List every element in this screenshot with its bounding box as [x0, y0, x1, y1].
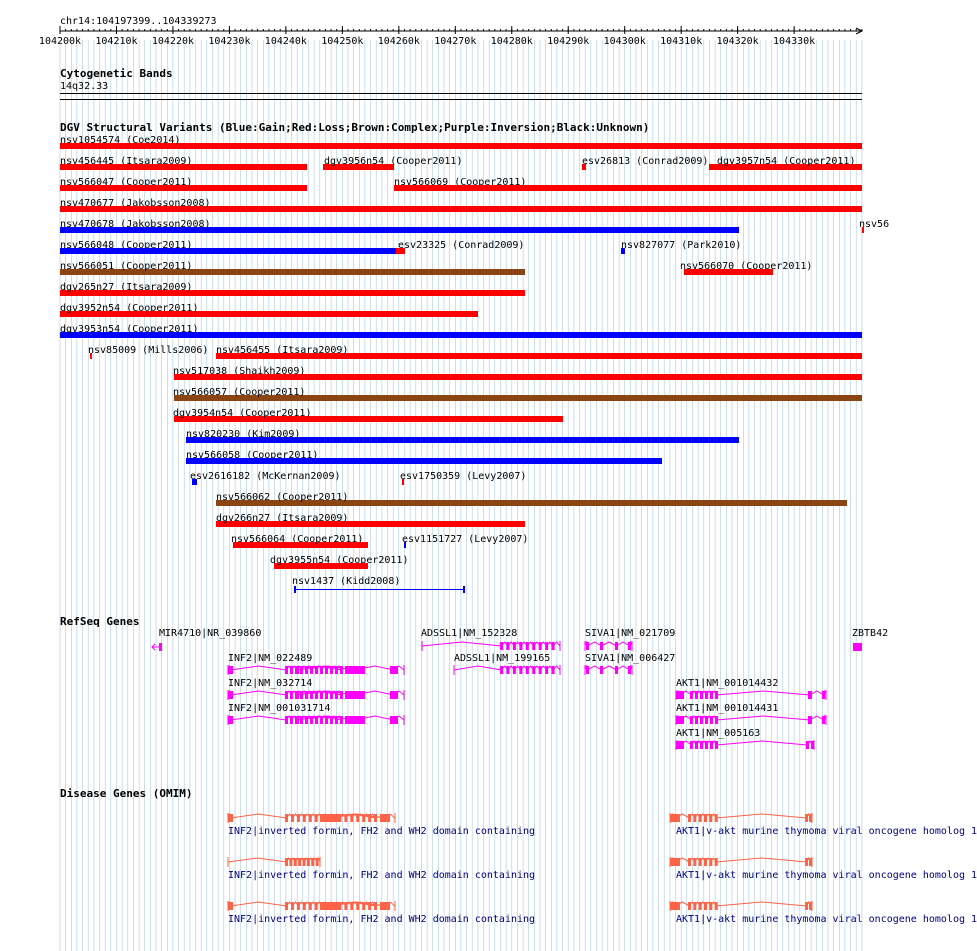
gene-exon [311, 858, 314, 866]
gene-exon [805, 858, 808, 866]
variant-label[interactable]: nsv566048 (Cooper2011) [60, 240, 193, 251]
gene-intron [670, 814, 812, 818]
variant-label[interactable]: nsv1437 (Kidd2008) [292, 576, 401, 587]
variant-label[interactable]: nsv566057 (Cooper2011) [173, 387, 306, 398]
gene-label[interactable]: ADSSL1|NM_152328 [421, 628, 518, 639]
variant-label[interactable]: esv26813 (Conrad2009) [582, 156, 709, 167]
gene-exon [297, 902, 300, 910]
variant-label[interactable]: dgv266n27 (Itsara2009) [216, 513, 349, 524]
gene-exon [709, 814, 712, 822]
gene-exon [699, 814, 702, 822]
gene-exon [285, 814, 288, 822]
variant-label[interactable]: esv1750359 (Levy2007) [400, 471, 527, 482]
gene-intron [228, 858, 320, 862]
variant-label[interactable]: nsv566064 (Cooper2011) [231, 534, 364, 545]
gene-exon [291, 814, 294, 822]
tick-label: 104200k [38, 36, 82, 47]
gene-exon [374, 902, 377, 910]
tick-label: 104240k [264, 36, 307, 47]
gene-exon [688, 814, 691, 822]
variant-label[interactable]: nsv470677 (Jakobsson2008) [60, 198, 211, 209]
gene-exon [356, 902, 359, 910]
variant-label[interactable]: nsv820230 (Kim2009) [186, 429, 301, 440]
gene-label[interactable]: MIR4710|NR_039860 [159, 628, 262, 639]
gene-label[interactable]: SIVA1|NM_006427 [585, 653, 676, 664]
gene-exon [704, 858, 707, 866]
omim-label[interactable]: INF2|inverted formin, FH2 and WH2 domain containing [228, 914, 536, 925]
gene-exon [356, 814, 359, 822]
variant-label[interactable]: esv23325 (Conrad2009) [398, 240, 525, 251]
gene-exon [316, 858, 319, 866]
gene-exon [704, 814, 707, 822]
gene-exon [688, 902, 691, 910]
omim-label[interactable]: AKT1|v-akt murine thymoma viral oncogene homolog 1 [676, 826, 977, 837]
gene-exon [368, 814, 371, 822]
gene-exon [228, 814, 233, 822]
gene-exon [715, 814, 718, 822]
gene-exon [368, 902, 371, 910]
gene-exon [291, 902, 294, 910]
gene-label[interactable]: AKT1|NM_005163 [676, 728, 761, 739]
gene-exon [380, 902, 390, 910]
gene-exon [709, 902, 712, 910]
gene-exon [309, 902, 312, 910]
variant-label[interactable]: nsv566058 (Cooper2011) [186, 450, 319, 461]
gene-exon [688, 858, 691, 866]
gene-exon [699, 858, 702, 866]
omim-AKT1 [670, 813, 812, 823]
gene-intron [670, 902, 812, 906]
dgv-track-title: DGV Structural Variants (Blue:Gain;Red:Loss;Brown:Complex;Purple:Inversion;Black:Unknown) [60, 121, 650, 134]
tick-label: 104270k [434, 36, 477, 47]
variant-label[interactable]: nsv85009 (Mills2006) [88, 345, 209, 356]
gene-exon [350, 902, 353, 910]
gene-intron [670, 858, 812, 862]
tick-label: 104220k [151, 36, 195, 47]
gene-exon [362, 814, 365, 822]
variant-label[interactable]: dgv3955n54 (Cooper2011) [270, 555, 409, 566]
tick-label: 104260k [377, 36, 420, 47]
omim-AKT1 [670, 901, 812, 911]
gene-exon [670, 902, 680, 910]
variant-label[interactable]: nsv517038 (Shaikh2009) [173, 366, 306, 377]
omim-INF2 [228, 901, 395, 911]
omim-track-title: Disease Genes (OMIM) [60, 787, 193, 800]
variant-label[interactable]: nsv566062 (Cooper2011) [216, 492, 349, 503]
gene-label[interactable]: INF2|NM_001031714 [228, 703, 331, 714]
gene-exon [344, 902, 347, 910]
variant-label[interactable]: dgv265n27 (Itsara2009) [60, 282, 193, 293]
omim-INF2 [228, 857, 320, 867]
tick-label: 104250k [321, 36, 364, 47]
gene-exon [374, 814, 377, 822]
omim-AKT1 [670, 857, 812, 867]
gene-label[interactable]: AKT1|NM_001014432 [676, 678, 779, 689]
tick-label: 104290k [547, 36, 590, 47]
variant-label[interactable]: dgv3954n54 (Cooper2011) [173, 408, 312, 419]
omim-label[interactable]: INF2|inverted formin, FH2 and WH2 domain containing [228, 870, 536, 881]
tick-label: 104300k [603, 36, 646, 47]
gene-exon [307, 858, 310, 866]
gene-exon [285, 858, 288, 866]
gene-exon [693, 858, 696, 866]
variant-label[interactable]: nsv566069 (Cooper2011) [394, 177, 527, 188]
gene-exon [709, 858, 712, 866]
gene-exon [303, 814, 306, 822]
gene-exon [309, 814, 312, 822]
gene-exon [380, 814, 390, 822]
tick-label: 104230k [208, 36, 251, 47]
gene-exon [805, 814, 808, 822]
variant-label[interactable]: nsv470678 (Jakobsson2008) [60, 219, 211, 230]
gene-exon [320, 902, 340, 910]
gene-exon [693, 814, 696, 822]
gene-exon [715, 858, 718, 866]
tick-label: 104330k [773, 36, 816, 47]
gene-exon [320, 814, 340, 822]
gene-exon [670, 814, 680, 822]
gene-label[interactable]: ADSSL1|NM_199165 [454, 653, 551, 664]
variant-label[interactable]: nsv456445 (Itsara2009) [60, 156, 193, 167]
variant-label[interactable]: nsv827077 (Park2010) [621, 240, 742, 251]
gene-exon [303, 902, 306, 910]
gene-exon [297, 814, 300, 822]
tick-label: 104280k [490, 36, 533, 47]
gene-exon [298, 858, 301, 866]
gene-label[interactable]: INF2|NM_032714 [228, 678, 313, 689]
location-label: chr14:104197399..104339273 [60, 16, 217, 27]
omim-INF2 [228, 813, 395, 823]
variant-label[interactable]: nsv566070 (Cooper2011) [680, 261, 813, 272]
variant-label[interactable]: nsv456455 (Itsara2009) [216, 345, 349, 356]
variant-label[interactable]: nsv1054574 (Coe2014) [60, 135, 181, 146]
gene-exon [285, 902, 288, 910]
gene-label[interactable]: INF2|NM_022489 [228, 653, 313, 664]
gene-exon [699, 902, 702, 910]
gene-exon [350, 814, 353, 822]
gene-exon [670, 858, 680, 866]
cytoband-label[interactable]: 14q32.33 [60, 81, 109, 92]
gene-exon [704, 902, 707, 910]
variant-label[interactable]: dgv3952n54 (Cooper2011) [60, 303, 199, 314]
cytoband-track-title: Cytogenetic Bands [60, 67, 173, 80]
variant-label[interactable]: dgv3956n54 (Cooper2011) [324, 156, 463, 167]
omim-label[interactable]: AKT1|v-akt murine thymoma viral oncogene homolog 1 [676, 914, 977, 925]
gene-exon [228, 902, 233, 910]
gene-label[interactable]: SIVA1|NM_021709 [585, 628, 676, 639]
variant-label[interactable]: nsv566051 (Cooper2011) [60, 261, 193, 272]
variant-label[interactable]: nsv56 [859, 219, 890, 230]
variant-label[interactable]: esv1151727 (Levy2007) [402, 534, 529, 545]
gene-exon [289, 858, 292, 866]
tick-label: 104320k [716, 36, 759, 47]
gene-exon [715, 902, 718, 910]
gene-exon [805, 902, 808, 910]
gene-exon [344, 814, 347, 822]
variant-label[interactable]: dgv3953n54 (Cooper2011) [60, 324, 199, 335]
variant-label[interactable]: esv2616182 (McKernan2009) [190, 471, 341, 482]
gene-exon [315, 814, 318, 822]
variant-label[interactable]: nsv566047 (Cooper2011) [60, 177, 193, 188]
omim-label[interactable]: AKT1|v-akt murine thymoma viral oncogene homolog 1 [676, 870, 977, 881]
tick-label: 104210k [95, 36, 138, 47]
tick-label: 104310k [660, 36, 703, 47]
omim-label[interactable]: INF2|inverted formin, FH2 and WH2 domain containing [228, 826, 536, 837]
gene-exon [303, 858, 306, 866]
variant-label[interactable]: dgv3957n54 (Cooper2011) [717, 156, 856, 167]
refseq-track-title: RefSeq Genes [60, 615, 140, 628]
gene-exon [294, 858, 297, 866]
gene-exon [315, 902, 318, 910]
gene-label[interactable]: AKT1|NM_001014431 [676, 703, 779, 714]
gene-exon [693, 902, 696, 910]
gene-exon [362, 902, 365, 910]
gene-label[interactable]: ZBTB42 [852, 628, 889, 639]
